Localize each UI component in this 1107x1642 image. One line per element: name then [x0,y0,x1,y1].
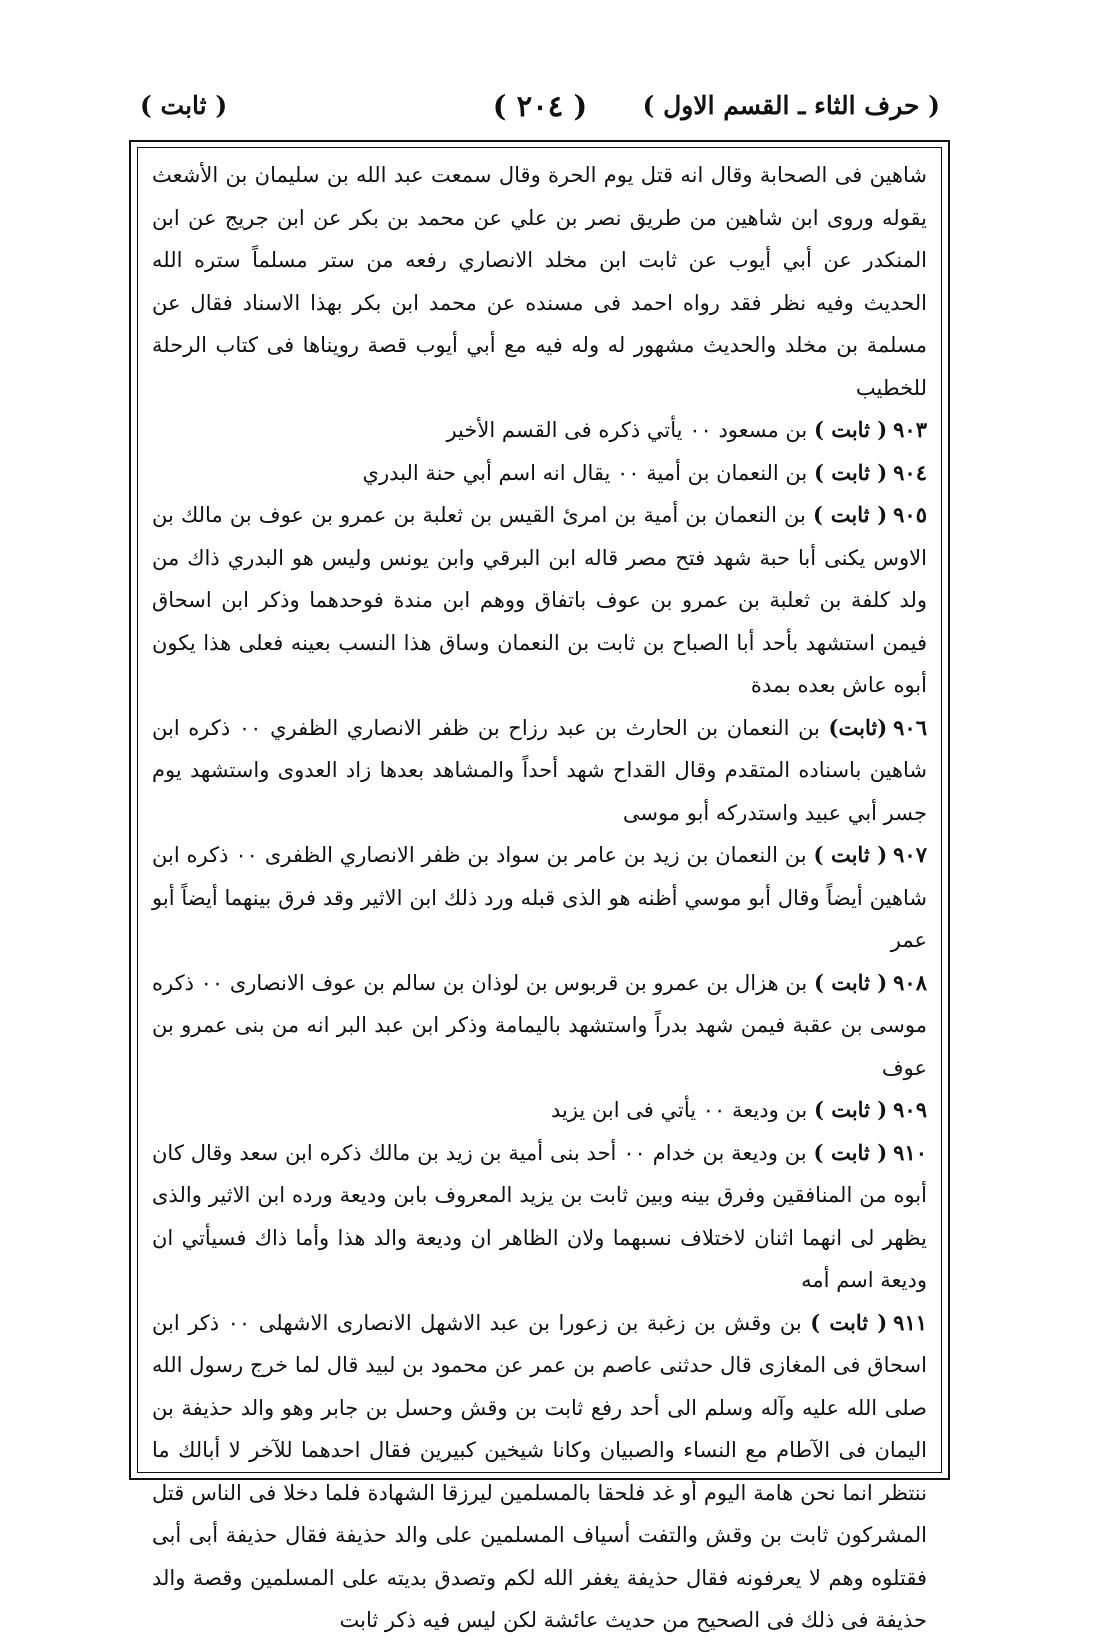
entry-905 [152,494,927,707]
entry-number: ٩٠٨ [893,969,927,995]
text-body [152,154,927,1642]
entry-number: ٩٠٩ [893,1097,927,1122]
entry-909 [152,1089,927,1132]
entry-number: ٩٠٤ [893,459,927,485]
entry-text: بن وديعة بن خدام ٠٠ أحد بنى أمية بن زيد بن مالك ذكره ابن سعد وقال كان أبوه من المنافقين وفرق بينه وبين ثابت بن يزيد المعروف بابن وديعة ورده ابن الاثير والذى يظهر لى انهما اثنان لاختلاف نسبهما ولان الظاهر ان وديعة والد هذا وأما ذاك فسيأتي ان وديعة اسم أمه [152,1140,927,1292]
entry-name: ( ثابت ) [813,459,888,485]
entry-name: ( ثابت ) [813,502,888,527]
entry-name: ( ثابت ) [813,1097,888,1122]
entry-text: بن وديعة ٠٠ يأتي فى ابن يزيد [550,1098,808,1122]
entry-904 [152,452,927,495]
intro-paragraph: شاهين فى الصحابة وقال انه قتل يوم الحرة وقال سمعت عبد الله بن سليمان بن الأشعث يقوله وروى ابن شاهين من طريق نصر بن علي عن محمد بن بكر عن ابن جريج عن ابن المنكدر عن أبي أيوب عن ثابت ابن مخلد الانصاري رفعه من ستر مسلماً ستره الله الحديث وفيه نظر فقد رواه احمد فى مسنده عن محمد ابن بكر بهذا الاسناد فقال عن مسلمة بن مخلد والحديث مشهور له وله فيه مع أبي أيوب قصة رويناها فى كتاب الرحلة للخطيب [152,163,927,400]
entry-906 [152,707,927,835]
entry-name: ( ثابت ) [813,1139,888,1165]
entry-text: بن النعمان بن الحارث بن عبد رزاح بن ظفر الانصاري الظفري ٠٠ ذكره ابن شاهين باسناده المتقدم وقال القداح شهد أحداً والمشاهد بعدها زاد العدوى واستشهد يوم جسر أبي عبيد واستدركه أبو موسى [152,715,927,825]
entry-text: بن مسعود ٠٠ يأتي ذكره فى القسم الأخير [446,418,808,442]
entry-911 [152,1302,927,1642]
entry-text: بن النعمان بن أمية بن امرئ القيس بن ثعلبة بن عمرو بن عوف بن مالك بن الاوس يكنى أبا حبة شهد فتح مصر قاله ابن البرقي وابن يونس وليس هو البدري ذاك من ولد كلفة بن ثعلبة بن عمرو بن عوف باتفاق ووهم ابن مندة فوحدهما وذكر ابن اسحاق فيمن استشهد بأحد أبا الصباح بن ثابت بن النعمان وساق هذا النسب بعينه فعلى هذا يكون أبوه عاش بعده بمدة [152,503,927,697]
chapter-heading: ( حرف الثاء ـ القسم الاول ) [642,91,940,120]
entry-name: ( ثابت ) [813,969,888,995]
entry-name: ( ثابت ) [810,1309,888,1335]
entry-number: ٩٠٣ [893,417,927,442]
entry-907 [152,834,927,962]
entry-text: بن النعمان بن زيد بن عامر بن سواد بن ظفر الانصاري الظفرى ٠٠ ذكره ابن شاهين أيضاً وقال أبو موسي أظنه هو الذى قبله ورد ذلك ابن الاثير وقد فرق بينهما أيضاً أبو عمر [152,843,927,952]
page-frame-inner [137,147,942,1632]
page-number: ( ٢٠٤ ) [492,89,588,123]
entry-number: ٩٠٥ [893,502,927,527]
entry-910 [152,1132,927,1302]
entry-908 [152,962,927,1090]
entry-number: ٩١١ [893,1309,928,1335]
entry-number: ٩٠٦ [893,714,927,740]
entry-text: بن هزال بن عمرو بن قربوس بن لوذان بن سالم بن عوف الانصارى ٠٠ ذكره موسى بن عقبة فيمن شهد بدراً واستشهد باليمامة وذكر ابن عبد البر انه من بنى عمرو بن عوف [151,970,927,1080]
entry-name: (ثابت) [828,714,888,740]
page-header [140,84,940,128]
entry-number: ٩٠٧ [893,842,927,867]
entry-number: ٩١٠ [893,1139,927,1165]
entry-text: بن النعمان بن أمية ٠٠ يقال انه اسم أبي حنة البدري [362,460,808,485]
entry-903 [152,409,927,452]
entry-name: ( ثابت ) [813,417,888,442]
entry-name: ( ثابت ) [813,842,888,867]
running-entry-name: ( ثابت ) [140,91,228,120]
entry-text: بن وقش بن زغبة بن زعورا بن عبد الاشهل الانصارى الاشهلى ٠٠ ذكر ابن اسحاق فى المغازى قال حدثنى عاصم بن عمر عن محمود بن لبيد قال لما خرج رسول الله صلى الله عليه وآله وسلم الى أحد رفع ثابت بن وقش وحسل بن جابر وهو والد حذيفة بن اليمان فى الآطام مع النساء والصبيان وكانا شيخين كبيرين فقال احدهما للآخر لا أبالك ما ننتظر انما نحن هامة اليوم أو غد فلحقا بالمسلمين ليرزقا الشهادة فلما دخلا فى الناس قتل المشركون ثابت بن وقش والتفت أسياف المسلمين على والد حذيفة فقال حذيفة أبى أبى فقتلوه وهم لا يعرفونه فقال حذيفة يغفر الله لكم وتصدق بديته على المسلمين وقصة والد حذيفة فى ذلك فى الصحيح من حديث عائشة لكن ليس فيه ذكر ثابت [152,1310,927,1632]
